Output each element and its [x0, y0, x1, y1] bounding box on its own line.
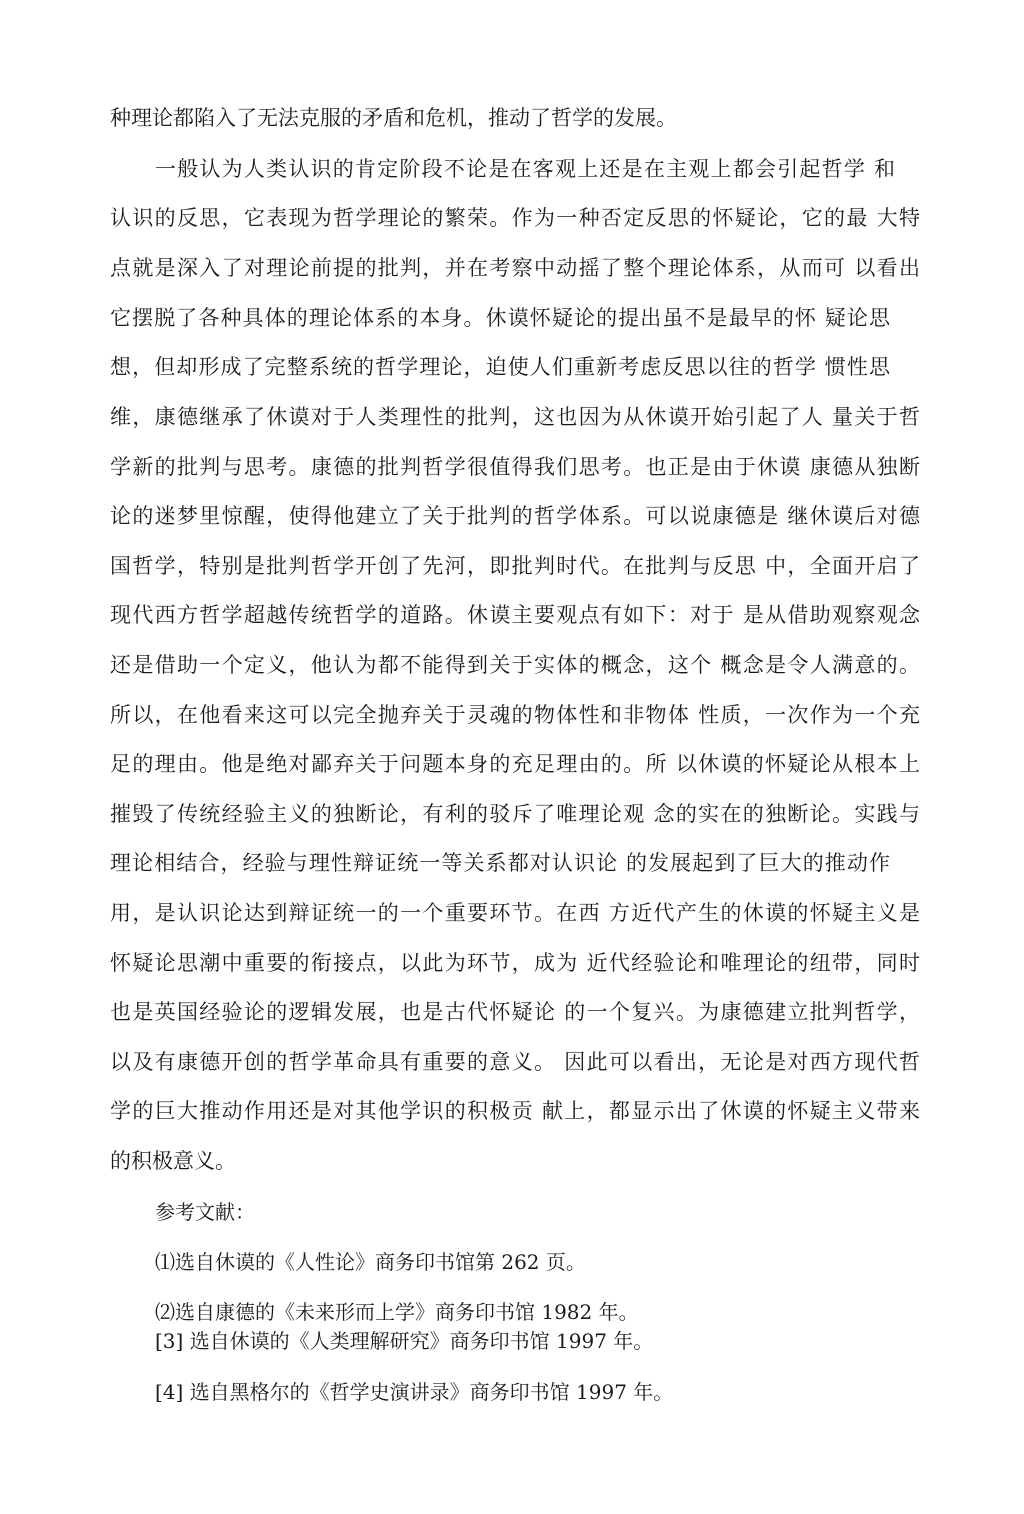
paragraph-line: 论的迷梦里惊醒，使得他建立了关于批判的哲学体系。可以说康德是 继休谟后对德	[110, 504, 920, 528]
reference-item: ⑴选自休谟的《人性论》商务印书馆第 262 页。	[155, 1250, 586, 1274]
paragraph-line: 学的巨大推动作用还是对其他学识的积极贡 献上，都显示出了休谟的怀疑主义带来	[110, 1099, 920, 1123]
paragraph-line: 的积极意义。	[110, 1149, 236, 1173]
paragraph-line: 怀疑论思潮中重要的衔接点，以此为环节，成为 近代经验论和唯理论的纽带，同时	[110, 951, 920, 975]
paragraph-line: 种理论都陷入了无法克服的矛盾和危机，推动了哲学的发展。	[110, 106, 677, 130]
paragraph-line: 想，但却形成了完整系统的哲学理论，迫使人们重新考虑反思以往的哲学 惯性思	[110, 355, 890, 379]
paragraph-line: 所以，在他看来这可以完全抛弃关于灵魂的物体性和非物体 性质，一次作为一个充	[110, 703, 920, 727]
paragraph-line: 足的理由。他是绝对鄙弃关于问题本身的充足理由的。所 以休谟的怀疑论从根本上	[110, 752, 920, 776]
paragraph-line: 一般认为人类认识的肯定阶段不论是在客观上还是在主观上都会引起哲学 和	[155, 157, 895, 181]
paragraph-line: 摧毁了传统经验主义的独断论，有利的驳斥了唯理论观 念的实在的独断论。实践与	[110, 802, 920, 826]
paragraph-line: 以及有康德开创的哲学革命具有重要的意义。 因此可以看出，无论是对西方现代哲	[110, 1050, 920, 1074]
reference-item: [4] 选自黑格尔的《哲学史演讲录》商务印书馆 1997 年。	[155, 1380, 674, 1404]
paragraph-line: 维，康德继承了休谟对于人类理性的批判，这也因为从休谟开始引起了人 量关于哲	[110, 405, 920, 429]
paragraph-line: 现代西方哲学超越传统哲学的道路。休谟主要观点有如下：对于 是从借助观察观念	[110, 603, 920, 627]
paragraph-line: 国哲学，特别是批判哲学开创了先河，即批判时代。在批判与反思 中，全面开启了	[110, 554, 920, 578]
reference-item: [3] 选自休谟的《人类理解研究》商务印书馆 1997 年。	[155, 1329, 654, 1353]
reference-item: ⑵选自康德的《未来形而上学》商务印书馆 1982 年。	[155, 1300, 639, 1324]
paragraph-line: 用，是认识论达到辩证统一的一个重要环节。在西 方近代产生的休谟的怀疑主义是	[110, 901, 920, 925]
paragraph-line: 认识的反思，它表现为哲学理论的繁荣。作为一种否定反思的怀疑论，它的最 大特	[110, 206, 920, 230]
paragraph-line: 也是英国经验论的逻辑发展，也是古代怀疑论 的一个复兴。为康德建立批判哲学，	[110, 1000, 920, 1024]
paragraph-line: 学新的批判与思考。康德的批判哲学很值得我们思考。也正是由于休谟 康德从独断	[110, 455, 920, 479]
paragraph-line: 理论相结合，经验与理性辩证统一等关系都对认识论 的发展起到了巨大的推动作	[110, 851, 890, 875]
paragraph-line: 还是借助一个定义，他认为都不能得到关于实体的概念，这个 概念是令人满意的。	[110, 653, 920, 677]
paragraph-line: 它摆脱了各种具体的理论体系的本身。休谟怀疑论的提出虽不是最早的怀 疑论思	[110, 306, 890, 330]
paragraph-line: 点就是深入了对理论前提的批判，并在考察中动摇了整个理论体系，从而可 以看出	[110, 256, 920, 280]
references-heading: 参考文献：	[155, 1200, 255, 1224]
